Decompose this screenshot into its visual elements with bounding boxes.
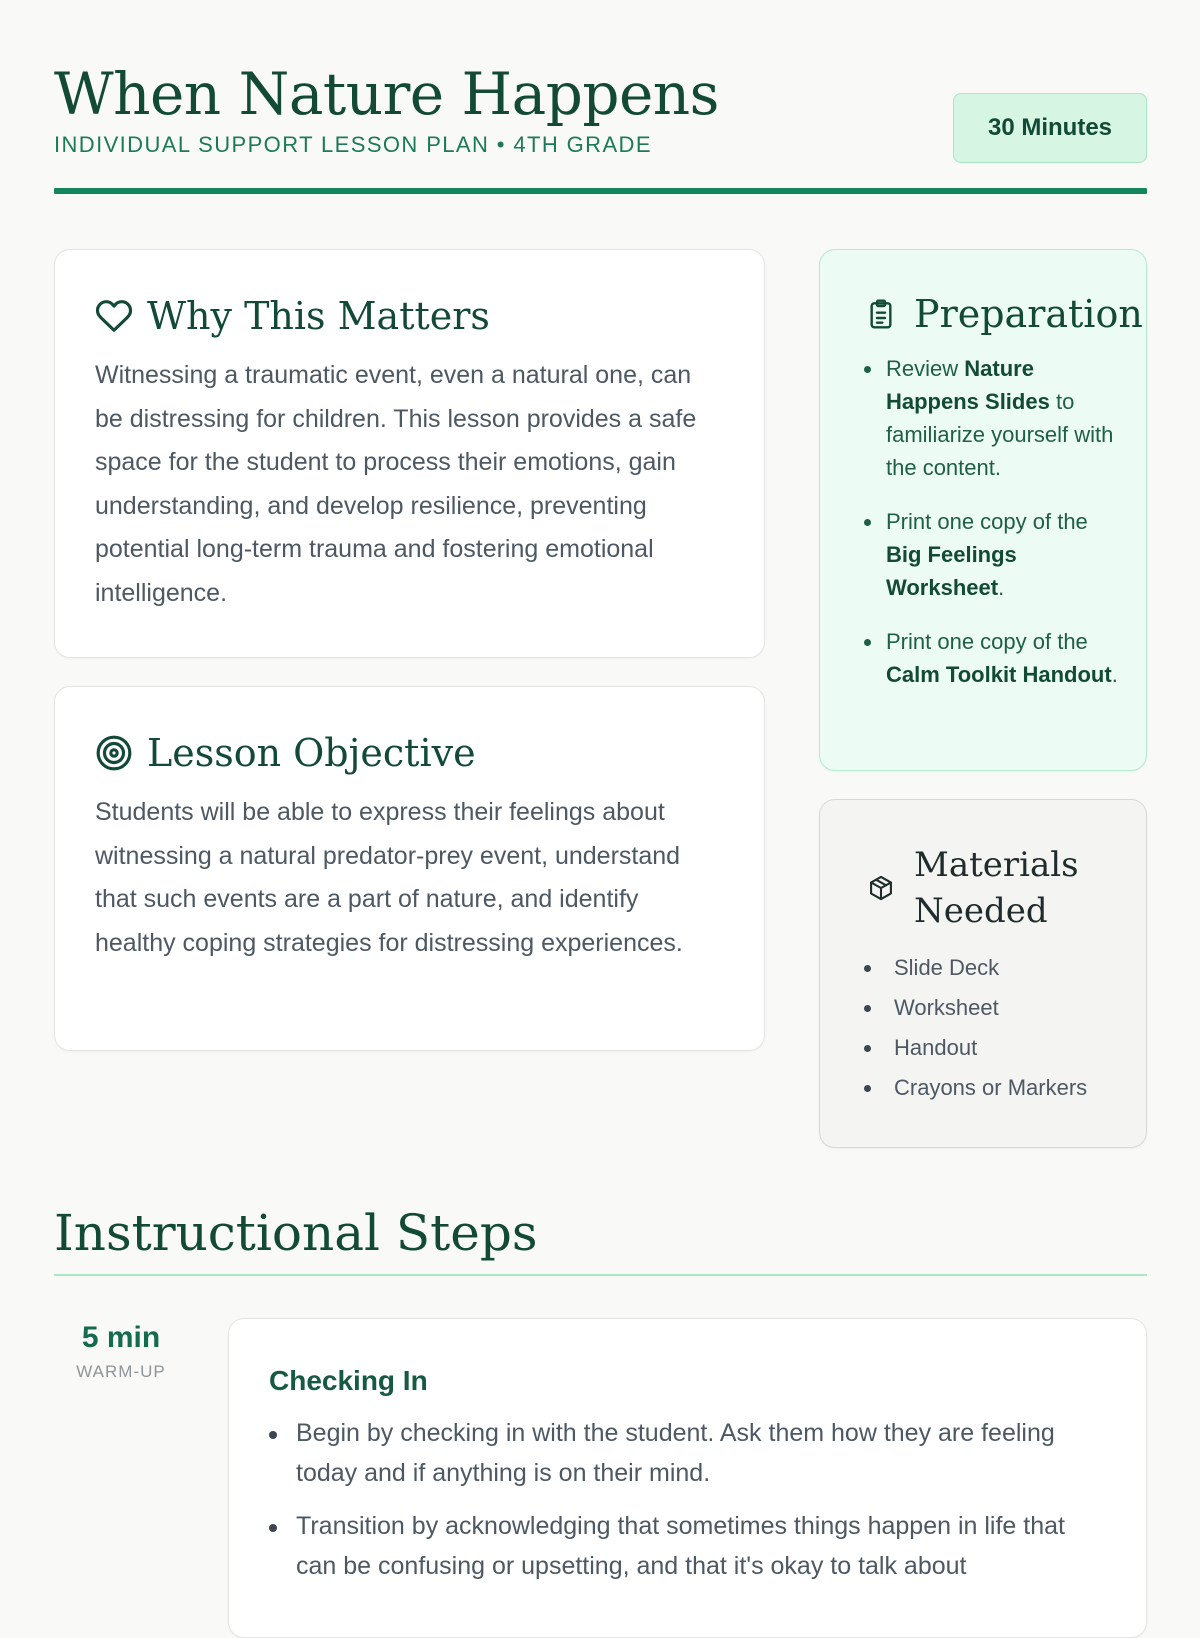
heart-icon xyxy=(95,297,133,335)
clipboard-icon xyxy=(862,295,900,333)
lesson-objective-heading: Lesson Objective xyxy=(147,731,476,775)
why-matters-heading: Why This Matters xyxy=(147,294,490,338)
target-icon xyxy=(95,734,133,772)
page-header xyxy=(54,58,1147,160)
preparation-list xyxy=(862,352,1118,691)
page-title: When Nature Happens xyxy=(54,60,719,128)
duration-badge: 30 Minutes xyxy=(953,93,1147,163)
step-title: Checking In xyxy=(269,1365,428,1396)
materials-header xyxy=(862,842,1118,934)
step-bullet: Transition by acknowledging that sometimes things happen in life that can be confusing or upsetting, and that it's okay to talk about xyxy=(269,1506,1106,1586)
step-bullets xyxy=(269,1413,1106,1586)
lesson-objective-text: Students will be able to express their feelings about witnessing a natural predator-prey event, understand that such events are a part of nature, and identify healthy coping strategies for distressing experiences. xyxy=(95,798,683,957)
header-divider xyxy=(54,188,1147,194)
material-item: Worksheet xyxy=(862,988,1118,1028)
step-time-label xyxy=(54,1318,188,1382)
material-item: Slide Deck xyxy=(862,948,1118,988)
box-icon xyxy=(862,869,900,907)
materials-list xyxy=(862,948,1118,1108)
preparation-card xyxy=(819,249,1147,771)
why-matters-text: Witnessing a traumatic event, even a natural one, can be distressing for children. This lesson provides a safe space for the student to process their emotions, gain understanding, and develop resilience, preventing potential long-term trauma and fostering emotional intelligence. xyxy=(95,361,697,607)
materials-heading: Materials Needed xyxy=(914,845,1079,931)
lesson-objective-card xyxy=(54,686,765,1051)
step-phase: WARM-UP xyxy=(76,1362,166,1381)
preparation-heading: Preparation xyxy=(914,292,1143,336)
materials-card xyxy=(819,799,1147,1148)
lesson-objective-header xyxy=(95,729,724,777)
material-item: Crayons or Markers xyxy=(862,1068,1118,1108)
instructional-steps-title: Instructional Steps xyxy=(54,1204,538,1262)
preparation-item: Print one copy of the Big Feelings Worksheet. xyxy=(862,505,1118,604)
section-divider xyxy=(54,1274,1147,1276)
page-subtitle: INDIVIDUAL SUPPORT LESSON PLAN • 4TH GRADE xyxy=(54,132,652,157)
step-duration: 5 min xyxy=(81,1321,161,1354)
step-bullet: Begin by checking in with the student. Ask them how they are feeling today and if anything is on their mind. xyxy=(269,1413,1106,1493)
preparation-item: Review Nature Happens Slides to familiarize yourself with the content. xyxy=(862,352,1118,484)
step-card xyxy=(228,1318,1147,1638)
preparation-item: Print one copy of the Calm Toolkit Handout. xyxy=(862,625,1118,691)
material-item: Handout xyxy=(862,1028,1118,1068)
preparation-header xyxy=(862,290,1143,338)
why-matters-card xyxy=(54,249,765,658)
why-matters-header xyxy=(95,292,724,340)
